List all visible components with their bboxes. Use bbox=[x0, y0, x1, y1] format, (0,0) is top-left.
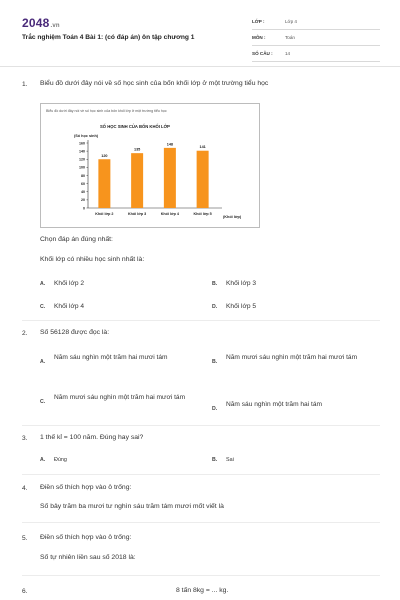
question-number: 1. bbox=[22, 81, 28, 88]
question-number: 2. bbox=[22, 330, 28, 337]
y-tick-label: 40 bbox=[81, 190, 85, 195]
question-number: 5. bbox=[22, 535, 28, 542]
meta-value: 14 bbox=[285, 51, 291, 56]
bar-chart bbox=[41, 104, 259, 227]
chart-y-label: (Số học sinh) bbox=[74, 134, 99, 138]
meta-value: Lớp 4 bbox=[285, 19, 297, 24]
option-text: Năm sáu nghìn một trăm hai tám bbox=[226, 401, 323, 408]
bar-value-label: 135 bbox=[133, 147, 141, 152]
option-text: Năm mươi sáu nghìn một trăm hai mươi tám bbox=[226, 354, 358, 361]
question-prompt: Chọn đáp án đúng nhất: bbox=[40, 236, 113, 243]
y-tick-label: 80 bbox=[81, 173, 85, 178]
chart-caption: Biểu đồ dưới đây nói về số học sinh của bốn khối lớp ở một trường tiểu học bbox=[46, 109, 167, 113]
option-c[interactable] bbox=[40, 389, 204, 406]
meta-row-subject bbox=[252, 30, 380, 46]
option-text: Sai bbox=[226, 457, 234, 463]
option-text: Năm mươi sáu nghìn một trăm hai mươi tám bbox=[54, 394, 186, 401]
y-tick-label: 20 bbox=[81, 198, 85, 203]
question-text: Số 56128 được đọc là: bbox=[40, 329, 110, 336]
question-divider bbox=[22, 522, 380, 523]
bar-value-label: 120 bbox=[101, 153, 108, 158]
question-divider bbox=[22, 320, 380, 321]
option-letter: A. bbox=[40, 457, 46, 463]
x-tick-label: Khối lớp 4 bbox=[160, 212, 179, 216]
option-letter: D. bbox=[212, 406, 218, 412]
y-tick-label: 0 bbox=[83, 206, 85, 211]
option-letter: B. bbox=[212, 359, 218, 365]
option-letter: A. bbox=[40, 281, 46, 287]
question-subtext: Số bảy trăm ba mươi tư nghìn sáu trăm tám mươi mốt viết là bbox=[40, 503, 224, 510]
option-a[interactable] bbox=[40, 457, 67, 463]
question-subtext: Số tự nhiên liền sau số 2018 là: bbox=[40, 554, 136, 561]
question-subtext: Khối lớp có nhiều học sinh nhất là: bbox=[40, 256, 145, 263]
question-divider bbox=[22, 425, 380, 426]
question-number: 4. bbox=[22, 485, 28, 492]
meta-label: MÔN : bbox=[252, 35, 266, 40]
question-text: 8 tấn 8kg = ... kg. bbox=[176, 587, 229, 594]
question-text: 1 thế kỉ = 100 năm. Đúng hay sai? bbox=[40, 434, 144, 441]
option-text: Khối lớp 2 bbox=[54, 280, 84, 287]
site-logo[interactable]: 2048.vn bbox=[22, 16, 60, 30]
question-number: 6. bbox=[22, 588, 28, 595]
option-text: Khối lớp 5 bbox=[226, 303, 256, 310]
question-divider bbox=[22, 575, 380, 576]
option-d[interactable] bbox=[212, 396, 386, 413]
option-b[interactable] bbox=[212, 280, 256, 287]
bar bbox=[197, 151, 209, 208]
y-tick-label: 120 bbox=[79, 157, 85, 162]
bar bbox=[164, 148, 176, 208]
x-tick-label: Khối lớp 2 bbox=[95, 212, 114, 216]
y-tick-label: 160 bbox=[79, 141, 85, 146]
option-a[interactable] bbox=[40, 280, 84, 287]
x-tick-label: Khối lớp 3 bbox=[128, 212, 147, 216]
question-number: 3. bbox=[22, 435, 28, 442]
bar-value-label: 148 bbox=[166, 142, 174, 147]
bar-chart-figure bbox=[40, 103, 260, 228]
option-b[interactable] bbox=[212, 457, 234, 463]
chart-x-label: (Khối lớp) bbox=[223, 215, 242, 219]
y-tick-label: 140 bbox=[79, 149, 85, 154]
question-text: Biểu đồ dưới đây nói về số học sinh của bốn khối lớp ở một trường tiểu học bbox=[40, 80, 269, 87]
chart-title: SỐ HỌC SINH CỦA BỐN KHỐI LỚP bbox=[100, 124, 170, 129]
question-text: Điền số thích hợp vào ô trống: bbox=[40, 484, 132, 491]
meta-row-count bbox=[252, 46, 380, 62]
option-text: Khối lớp 3 bbox=[226, 280, 256, 287]
meta-panel bbox=[252, 14, 380, 62]
bar bbox=[98, 159, 110, 208]
meta-label: SỐ CÂU : bbox=[252, 51, 273, 56]
meta-label: LỚP : bbox=[252, 19, 265, 24]
bar-value-label: 141 bbox=[199, 145, 206, 150]
document-title: Trắc nghiệm Toán 4 Bài 1: (có đáp án) ôn tập chương 1 bbox=[22, 34, 195, 41]
option-b[interactable] bbox=[212, 349, 378, 366]
option-letter: B. bbox=[212, 281, 218, 287]
option-letter: B. bbox=[212, 457, 218, 463]
option-letter: C. bbox=[40, 399, 46, 405]
meta-value: Toán bbox=[285, 35, 295, 40]
option-letter: A. bbox=[40, 359, 46, 365]
option-letter: D. bbox=[212, 304, 218, 310]
option-text: Khối lớp 4 bbox=[54, 303, 84, 310]
meta-row-grade bbox=[252, 14, 380, 30]
y-tick-label: 60 bbox=[81, 181, 85, 186]
header-divider bbox=[0, 66, 400, 67]
question-text: Điền số thích hợp vào ô trống: bbox=[40, 534, 132, 541]
option-letter: C. bbox=[40, 304, 46, 310]
x-tick-label: Khối lớp 5 bbox=[193, 212, 212, 216]
option-c[interactable] bbox=[40, 303, 84, 310]
bar bbox=[131, 153, 143, 208]
option-a[interactable] bbox=[40, 349, 204, 366]
y-tick-label: 100 bbox=[79, 165, 85, 170]
question-divider bbox=[22, 474, 380, 475]
option-text: Năm sáu nghìn một trăm hai mươi tám bbox=[54, 354, 168, 361]
option-d[interactable] bbox=[212, 303, 256, 310]
option-text: Đúng bbox=[54, 457, 67, 463]
